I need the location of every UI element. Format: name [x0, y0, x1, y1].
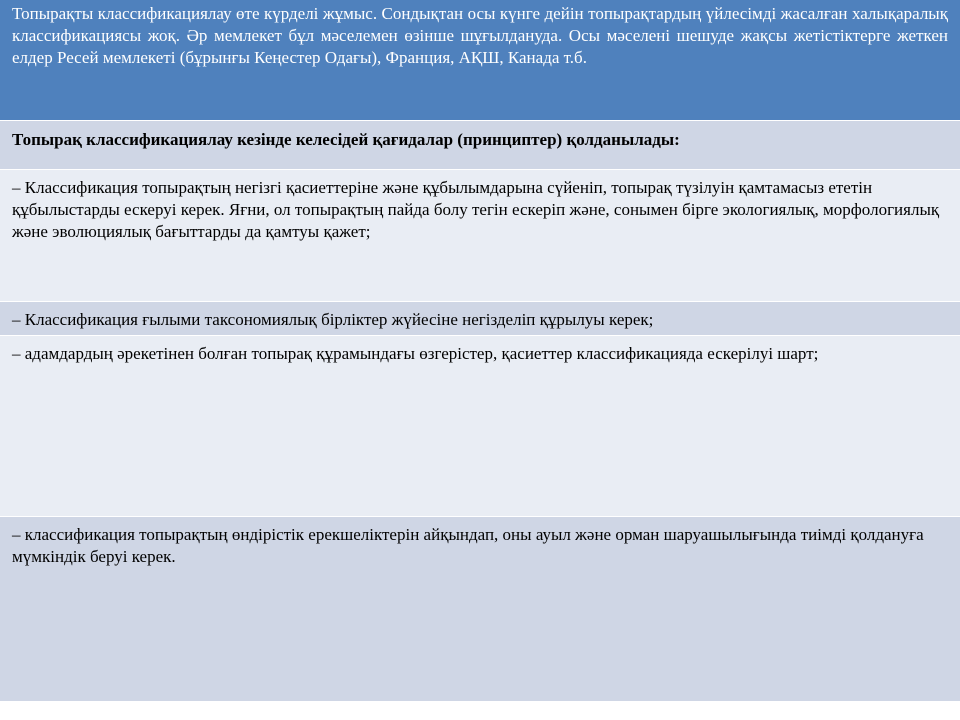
principle-row	[0, 170, 960, 302]
principle-row	[0, 302, 960, 336]
principle-text-3: – адамдардың әрекетінен болған топырақ құрамындағы өзгерістер, қасиеттер классификацияда ескерілуі шарт;	[0, 336, 960, 517]
heading-row	[0, 121, 960, 170]
principle-text-4: – классификация топырақтың өндірістік ерекшеліктерін айқындап, оны ауыл және орман шаруашылығында тиімді қолдануға мүмкіндік беруі керек.	[0, 517, 960, 702]
principle-text-2: – Классификация ғылыми таксономиялық бірліктер жүйесіне негізделіп құрылуы керек;	[0, 302, 960, 336]
principle-row	[0, 517, 960, 702]
principle-row	[0, 336, 960, 517]
intro-text: Топырақты классификациялау өте күрделі жұмыс. Сондықтан осы күнге дейін топырақтардың үйлесімді жасалған халықаралық классификациясы жоқ. Әр мемлекет бұл мәселемен өзінше шұғылдануда. Осы мәселені шешуде жақсы жетістіктерге жеткен елдер Ресей мемлекеті (бұрынғы Кеңестер Одағы), Франция, АҚШ, Канада т.б.	[0, 0, 960, 121]
principle-text-1: – Классификация топырақтың негізгі қасиеттеріне және құбылымдарына сүйеніп, топырақ түзілуін қамтамасыз ететін құбылыстарды ескеруі керек. Яғни, ол топырақтың пайда болу тегін ескеріп және, сонымен бірге экологиялық, морфологиялық және эволюциялық бағыттарды да қамтуы қажет;	[0, 170, 960, 302]
intro-row	[0, 0, 960, 121]
principles-heading: Топырақ классификациялау кезінде келесідей қағидалар (принциптер) қолданылады:	[0, 121, 960, 170]
